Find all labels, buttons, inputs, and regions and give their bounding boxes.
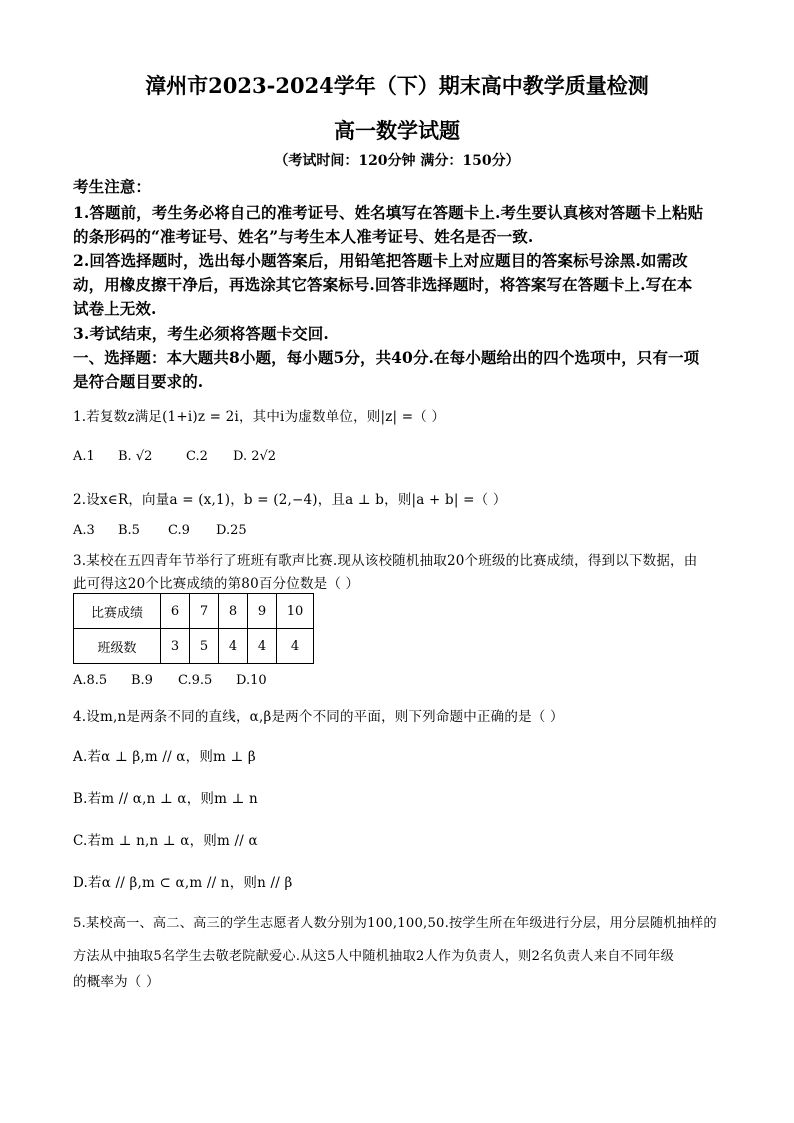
- q2-option-c: C.9: [168, 523, 190, 538]
- q4-option-d: D.若α // β,m ⊂ α,m // n，则n // β: [73, 875, 293, 891]
- notice-item2-line2: 动，用橡皮擦干净后，再选涂其它答案标号.回答非选择题时，将答案写在答题卡上.写在本: [73, 275, 693, 294]
- exam-info: （考试时间：120分钟 满分：150分）: [274, 153, 520, 169]
- table-row: [74, 594, 314, 629]
- notice-item3: 3.考试结束，考生必须将答题卡交回.: [73, 324, 329, 343]
- notice-item2-line1: 2.回答选择题时，选出每小题答案后，用铅笔把答题卡上对应题目的答案标号涂黑.如需改: [73, 251, 688, 270]
- q3-stem-line1: 3.某校在五四青年节举行了班班有歌声比赛.现从该校随机抽取20个班级的比赛成绩，得到以下数据，由: [73, 553, 698, 569]
- table-cell: 比赛成绩: [74, 594, 161, 629]
- table-row: [74, 629, 314, 664]
- q3-option-b: B.9: [131, 673, 153, 688]
- q2-option-a: A.3: [73, 523, 95, 538]
- table-cell: 7: [190, 594, 219, 629]
- notice-item1-line2: 的条形码的“准考证号、姓名”与考生本人准考证号、姓名是否一致.: [73, 227, 534, 246]
- table-cell: 4: [277, 629, 314, 664]
- q1-option-d: D. 2√2: [233, 449, 277, 464]
- table-cell: 班级数: [74, 629, 161, 664]
- q3-stem-line2: 此可得这20个比赛成绩的第80百分位数是（ ）: [73, 576, 360, 592]
- q5-line3: 的概率为（ ）: [73, 974, 160, 990]
- table-cell: 3: [161, 629, 190, 664]
- q2-option-b: B.5: [118, 523, 140, 538]
- q3-score-table: [73, 593, 314, 664]
- table-cell: 9: [248, 594, 277, 629]
- exam-subtitle: 高一数学试题: [334, 118, 460, 143]
- q3-option-d: D.10: [236, 673, 267, 688]
- table-cell: 8: [219, 594, 248, 629]
- q5-line2: 方法从中抽取5名学生去敬老院献爱心.从这5人中随机抽取2人作为负责人，则2名负责人来自不同年级: [73, 949, 675, 964]
- table-cell: 4: [219, 629, 248, 664]
- q4-option-c: C.若m ⊥ n,n ⊥ α，则m // α: [73, 833, 258, 849]
- table-cell: 6: [161, 594, 190, 629]
- table-cell: 5: [190, 629, 219, 664]
- q2-stem: 2.设x∈R，向量a = (x,1)，b = (2,−4)，且a ⊥ b，则|a + b| =（ ）: [73, 492, 507, 508]
- table-cell: 10: [277, 594, 314, 629]
- notice-item2-line3: 试卷上无效.: [73, 299, 157, 318]
- q4-option-b: B.若m // α,n ⊥ α，则m ⊥ n: [73, 791, 258, 807]
- notice-item1-line1: 1.答题前，考生务必将自己的准考证号、姓名填写在答题卡上.考生要认真核对答题卡上粘贴: [73, 203, 704, 222]
- q2-option-d: D.25: [216, 523, 247, 538]
- q1-option-b: B. √2: [118, 449, 153, 464]
- q3-option-a: A.8.5: [73, 673, 108, 688]
- q3-option-c: C.9.5: [178, 673, 213, 688]
- section1-line2: 是符合题目要求的.: [73, 372, 204, 391]
- q4-stem: 4.设m,n是两条不同的直线，α,β是两个不同的平面，则下列命题中正确的是（ ）: [73, 709, 564, 725]
- table-cell: 4: [248, 629, 277, 664]
- notice-heading: 考生注意：: [73, 177, 152, 196]
- q1-option-a: A.1: [73, 449, 95, 464]
- section1-line1: 一、选择题：本大题共8小题，每小题5分，共40分.在每小题给出的四个选项中，只有一项: [73, 348, 700, 367]
- q4-option-a: A.若α ⊥ β,m // α，则m ⊥ β: [73, 749, 256, 765]
- exam-title: 漳州市2023-2024学年（下）期末高中教学质量检测: [145, 73, 649, 98]
- q1-stem: 1.若复数z满足(1+i)z = 2i，其中i为虚数单位，则|z| =（ ）: [73, 409, 446, 425]
- q1-option-c: C.2: [186, 449, 208, 464]
- q5-line1: 5.某校高一、高二、高三的学生志愿者人数分别为100,100,50.按学生所在年级进行分层，用分层随机抽样的: [73, 916, 717, 931]
